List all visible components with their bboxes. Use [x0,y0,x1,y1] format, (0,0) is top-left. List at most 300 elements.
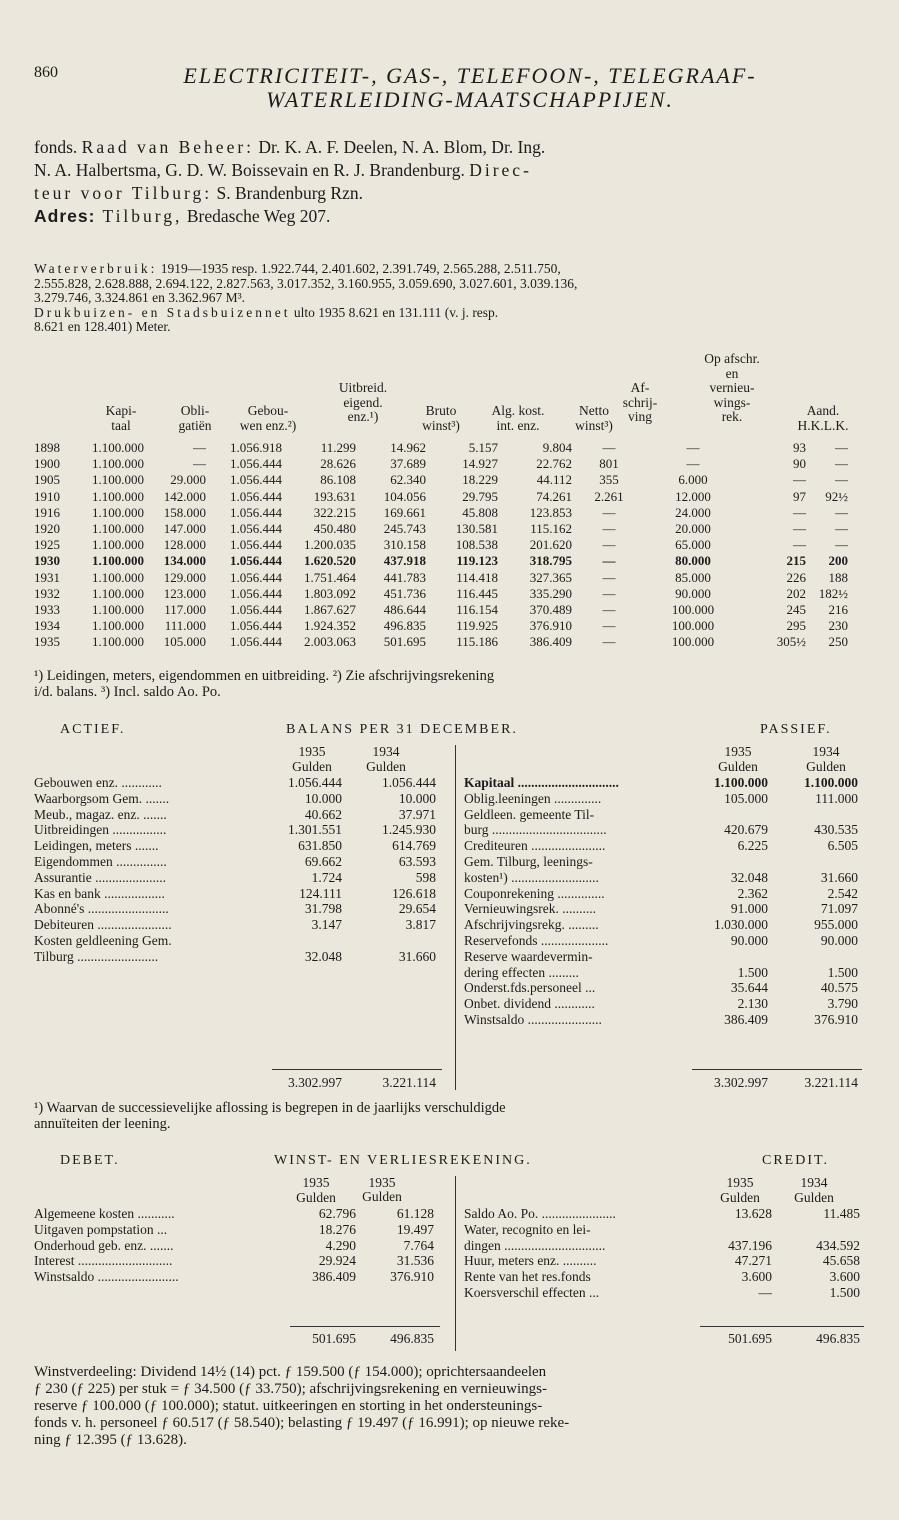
ledger-value-1935: 124.111 [299,885,342,901]
cell-kap: 1.100.000 [92,456,144,472]
cell-year: 1920 [34,521,60,536]
ledger-row [34,933,436,948]
cell-obl: 123.000 [163,585,206,601]
cell-a1: 93 [793,440,806,455]
table-row [34,618,874,633]
cell-uit: 86.108 [320,472,356,488]
ledger-value-1935: — [758,1285,772,1300]
ledger-value-1934: 3.600 [829,1269,860,1285]
cell-opa: 80.000 [675,553,711,569]
cell-a1: — [793,472,806,488]
cell-a2: 216 [828,602,848,617]
cell-obl: 29.000 [170,472,206,488]
cell-afs: — [602,553,616,569]
ledger-label: Vernieuwingsrek. .......... [464,901,596,917]
cell-a1: 305½ [776,634,806,650]
ledger-value-1934: 61.128 [396,1206,434,1221]
cell-a2: — [835,504,848,520]
ledger-value-1934: 19.497 [396,1221,434,1237]
ledger-value-1934: 6.505 [827,838,858,854]
ledger-value-1934: 2.542 [827,885,858,901]
ledger-label: Leidingen, meters ....... [34,838,159,854]
cell-afs: — [602,504,616,520]
cell-a2: — [835,521,848,536]
document-page: 860 ELECTRICITEIT-, GAS-, TELEFOON-, TELEGRAAF- WATERLEIDING-MAATSCHAPPIJEN. fonds. Raad van Beheer: Dr. K. A. F. Deelen, N. A. Blom, Dr. Ing. N. A. Halbertsma, G. D. W. Boissevain en R. J. Brandenburg. Direc- teur voor Tilburg: S. Brandenburg Rzn. Adres: Tilburg, Bredasche Weg 207. Waterverbruik: 1919—1935 resp. 1.922.744, 2.401.602, 2.391.749, 2.565.288, 2.511.750, 2.555.828, 2.628.888, 2.694.122, 2.827.563, 3.017.352, 3.160.955, 3.059.690, 3.027.601, 3.039.136, 3.279.746, 3.324.861 en 3.362.967 M³. Drukbuizen- en Stadsbuizennet ulto 1935 8.621 en 131.111 (v. j. resp. 8.621 en 128.401) Meter. Op afschr. en vernieu- wings- rek. Af- schrij- ving Uitbreid. eigend. enz.¹) Kapi- taal Obli- gatiën Gebou- wen enz.²) Bruto winst³) Alg. kost. int. enz. Netto winst³) Aand. H.K.L.K. 1898 1.100.000 — 1.056.918 11.299 14.962 5.157 9.804 — — 93 — 1900 1.100.000 — 1.056.444 28.626 37.689 14.927 22.762 801 — 90 — 1905 1.100.000 29.000 1.056.444 86.108 62.340 18.229 44.112 355 6.000 — — 1910 1.100.000 142.000 1.056.444 193.631 104.056 29.795 74.261 2.261 12.000 97 92½ 1916 1.100.000 158.000 1.056.444 322.215 169.661 45.808 123.853 — 24.000 — — 1920 1.100.000 147.000 1.056.444 450.480 245.743 130.581 115.162 — 20.000 — — 1925 1.100.000 128.000 1.056.444 1.200.035 310.158 108.538 201.620 — 65.000 — — 1930 1.100.000 134.000 1.056.444 1.620.520 437.918 119.123 318.795 — 80.000 215 200 1931 1.100.000 129.000 1.056.444 1.751.464 441.783 114.418 327.365 — 85.000 226 188 1932 1.100.000 123.000 1.056.444 1.803.092 451.736 116.445 335.290 — 90.000 202 182½ 1933 1.100.000 117.000 1.056.444 1.867.627 486.644 116.154 370.489 — 100.000 245 216 1934 1.100.000 111.000 1.056.444 1.924.352 496.835 119.925 376.910 — 100.000 295 230 1935 1.100.000 105.000 1.056.444 2.003.063 501.695 115.186 386.409 — 100.000 305½ 250 ¹) Leidingen, meters, eigendommen en uitbreiding. ²) Zie afschrijvingsrekening i/d. balans. ³) Incl. saldo Ao. Po. ACTIEF. BALANS PER 31 DECEMBER. PASSIEF. 1935 Gulden 1934 Gulden 1935 Gulden 1934 Gulden Gebouwen enz. ............ 1.056.444 1.056.444 Waarborgsom Gem. ....... 10.000 10.000 Meub., magaz. enz. ....... 40.662 37.971 Uitbreidingen ................ 1.301.551 1.245.930 Leidingen, meters ....... 631.850 614.769 Eigendommen ............... 69.662 63.593 Assurantie ..................... 1.724 598 Kas en bank .................. 124.111 126.618 Abonné's ........................ 31.798 29.654 Debiteuren ...................... 3.147 3.817 Kosten geldleening Gem. Tilburg ........................ 32.048 31.660 Kapitaal .............................. 1.100.000 1.100.000 Oblig.leeningen .............. 105.000 111.000 Geldleen. gemeente Til- burg .................................. 420.679 430.535 Crediteuren ...................... 6.225 6.505 Gem. Tilburg, leenings- kosten¹) .......................... 32.048 31.660 Couponrekening .............. 2.362 2.542 Vernieuwingsrek. .......... 91.000 71.097 Afschrijvingsrekg. ......... 1.030.000 955.000 Reservefonds .................... 90.000 90.000 Reserve waardevermin- dering effecten ......... 1.500 1.500 Onderst.fds.personeel ... 35.644 40.575 Onbet. dividend ............ 2.130 3.790 Winstsaldo ...................... 386.409 376.910 3.302.997 3.221.114 3.302.997 3.221.114 ¹) Waarvan de successievelijke aflossing is begrepen in de jaarlijks verschuldigde annuïteiten der leening. DEBET. WINST- EN VERLIESREKENING. CREDIT. 1935 Gulden 1935 Gulden 1935 Gulden 1934 Gulden Algemeene kosten ........... 62.796 61.128 Uitgaven pompstation ... 18.276 19.497 Onderhoud geb. enz. ....... 4.290 7.764 Interest ............................ 29.924 31.536 Winstsaldo ........................ 386.409 376.910 Saldo Ao. Po. ...................... 13.628 11.485 Water, recognito en lei- dingen .............................. 437.196 434.592 Huur, meters enz. .......... 47.271 45.658 Rente van het res.fonds 3.600 3.600 Koersverschil effecten ... — 1.500 501.695 496.835 501.695 496.835 Winstverdeeling: Dividend 14½ (14) pct. ƒ 159.500 (ƒ 154.000); oprichtersaandeelen ƒ 230 (ƒ 225) per stuk = ƒ 34.500 (ƒ 33.750); afschrijvingsrekening en vernieuwings- reserve ƒ 100.000 (ƒ 100.000); statut. uitkeeringen en storting in het ondersteunings- fonds v. h. personeel ƒ 60.517 (ƒ 58.540); belasting ƒ 19.497 (ƒ 16.991); op nieuwe reke- ning ƒ 12.395 (ƒ 13.628). [0,0,899,1520]
ledger-label: Rente van het res.fonds [464,1269,591,1285]
cell-year: 1925 [34,537,60,553]
ledger-row [464,822,858,837]
table-row [34,634,874,649]
ledger-value-1935: 1.500 [737,964,768,980]
cell-year: 1905 [34,472,60,488]
intro-paragraph: fonds. Raad van Beheer: Dr. K. A. F. Deelen, N. A. Blom, Dr. Ing. N. A. Halbertsma, G. D. W. Boissevain en R. J. Brandenburg. Direc- teur voor Tilburg: S. Brandenburg Rzn. Adres: Tilburg, Bredasche Weg 207. [34,137,546,226]
ledger-label: Algemeene kosten ........... [34,1206,175,1221]
ledger-row [464,965,858,980]
cell-uit: 11.299 [320,440,356,455]
ledger-label: Uitgaven pompstation ... [34,1221,168,1237]
cell-afs: — [602,634,616,650]
ledger-label: Kapitaal .............................. [464,775,619,790]
ledger-row [464,1222,860,1237]
table-row [34,602,874,617]
cell-geb: 1.056.444 [230,488,282,504]
cell-obl: 147.000 [163,521,206,536]
ledger-value-1935: 437.196 [728,1237,772,1253]
ledger-label: Couponrekening .............. [464,885,605,901]
cell-net: 327.365 [529,569,572,585]
ledger-value-1934: 90.000 [820,933,858,948]
cell-kap: 1.100.000 [92,440,144,455]
cell-bru: 501.695 [383,634,426,650]
cell-kap: 1.100.000 [92,553,144,569]
ledger-row [34,917,436,932]
ledger-value-1935: 32.048 [304,948,342,964]
ledger-value-1934: 7.764 [403,1237,434,1253]
cell-alg: 114.418 [456,569,498,585]
cell-uit: 193.631 [313,488,356,504]
cell-a1: 202 [786,585,806,601]
cell-a2: — [835,440,848,455]
cell-year: 1932 [34,585,60,601]
ledger-value-1934: 29.654 [398,901,436,917]
ledger-label: Afschrijvingsrekg. ......... [464,917,599,933]
cell-kap: 1.100.000 [92,569,144,585]
cell-net: 370.489 [529,602,572,617]
cell-bru: 441.783 [383,569,426,585]
ledger-label: Uitbreidingen ................ [34,822,167,838]
cell-a2: — [835,537,848,553]
cell-alg: 29.795 [462,488,498,504]
cell-afs: — [602,537,616,553]
cell-net: 9.804 [542,440,572,455]
cell-year: 1933 [34,602,60,617]
ledger-label: Kosten geldleening Gem. [34,933,172,948]
ledger-value-1934: 434.592 [816,1237,860,1253]
ledger-value-1934: 126.618 [392,885,436,901]
ledger-row [464,933,858,948]
cell-afs: — [602,521,616,536]
cell-obl: 128.000 [163,537,206,553]
ledger-value-1934: 31.660 [820,869,858,885]
ledger-label: Oblig.leeningen .............. [464,790,602,806]
ledger-row [464,1269,860,1284]
cell-alg: 115.186 [456,634,498,650]
ledger-value-1935: 47.271 [734,1253,772,1269]
cell-uit: 1.200.035 [304,537,356,553]
ledger-label: Tilburg ........................ [34,948,159,964]
ledger-row [34,1269,434,1284]
cell-alg: 119.925 [456,618,498,634]
ledger-value-1935: 386.409 [724,1012,768,1027]
winstverdeeling-paragraph: Winstverdeeling: Dividend 14½ (14) pct. ƒ 159.500 (ƒ 154.000); oprichtersaandeelen ƒ 230 (ƒ 225) per stuk = ƒ 34.500 (ƒ 33.750); afschrijvingsrekening en vernieuwings- reserve ƒ 100.000 (ƒ 100.000); statut. uitkeeringen en storting in het ondersteunings- fonds v. h. personeel ƒ 60.517 (ƒ 58.540); belasting ƒ 19.497 (ƒ 16.991); op nieuwe reke- ning ƒ 12.395 (ƒ 13.628). [34,1364,570,1448]
ledger-value-1935: 1.030.000 [714,917,768,933]
cell-year: 1931 [34,569,60,585]
ledger-label: Reserve waardevermin- [464,948,593,964]
cell-uit: 450.480 [313,521,356,536]
cell-a2: — [835,472,848,488]
ledger-value-1935: 4.290 [325,1237,356,1253]
ledger-row [34,949,436,964]
winst-divider [455,1176,456,1351]
cell-opa: 100.000 [671,602,715,617]
cell-kap: 1.100.000 [92,537,144,553]
cell-opa: 85.000 [675,569,711,585]
ledger-row [464,807,858,822]
ledger-row [464,886,858,901]
cell-alg: 119.123 [456,553,498,569]
cell-opa: — [686,440,700,455]
ledger-value-1934: 10.000 [398,790,436,806]
cell-a2: 182½ [818,585,848,601]
ledger-label: Onderhoud geb. enz. ....... [34,1237,174,1253]
table-row [34,586,874,601]
cell-bru: 62.340 [390,472,426,488]
cell-uit: 1.803.092 [304,585,356,601]
cell-geb: 1.056.444 [230,585,282,601]
cell-kap: 1.100.000 [92,472,144,488]
cell-obl: 129.000 [163,569,206,585]
cell-geb: 1.056.444 [230,602,282,617]
ledger-label: Waarborgsom Gem. ....... [34,790,170,806]
ledger-row [464,1253,860,1268]
ledger-row [34,886,436,901]
cell-net: 22.762 [536,456,572,472]
ledger-value-1935: 6.225 [737,838,768,854]
ledger-label: Debiteuren ...................... [34,917,172,933]
ledger-value-1935: 40.662 [304,806,342,822]
cell-bru: 14.962 [390,440,426,455]
ledger-value-1934: 955.000 [814,917,858,933]
ledger-value-1935: 1.301.551 [288,822,342,838]
cell-geb: 1.056.444 [230,521,282,536]
ledger-value-1935: 2.130 [737,996,768,1012]
ledger-value-1935: 3.147 [311,917,342,933]
ledger-value-1934: 1.100.000 [804,775,858,790]
ledger-value-1935: 10.000 [304,790,342,806]
cell-a1: 295 [786,618,806,634]
ledger-value-1935: 62.796 [318,1206,356,1221]
ledger-value-1934: 45.658 [822,1253,860,1269]
cell-opa: 24.000 [675,504,711,520]
cell-geb: 1.056.444 [230,553,282,569]
ledger-row [34,1253,434,1268]
cell-a1: 97 [793,488,806,504]
ledger-value-1935: 13.628 [734,1206,772,1221]
ledger-label: Eigendommen ............... [34,854,167,869]
cell-geb: 1.056.444 [230,504,282,520]
ledger-label: Water, recognito en lei- [464,1221,591,1237]
ledger-label: kosten¹) .......................... [464,869,599,885]
ledger-row [34,854,436,869]
ledger-label: Interest ............................ [34,1253,173,1269]
ledger-row [34,822,436,837]
ledger-value-1934: 111.000 [815,790,858,806]
cell-a2: — [835,456,848,472]
cell-a1: 226 [786,569,806,585]
ledger-value-1935: 2.362 [737,885,768,901]
ledger-value-1935: 1.100.000 [714,775,768,790]
cell-net: 376.910 [529,618,572,634]
cell-uit: 322.215 [313,504,356,520]
table-row [34,521,874,536]
cell-afs: 2.261 [594,488,624,504]
cell-opa: 20.000 [675,521,711,536]
cell-bru: 451.736 [383,585,426,601]
cell-alg: 116.445 [456,585,498,601]
ledger-value-1934: 37.971 [398,806,436,822]
cell-a1: — [793,537,806,553]
cell-alg: 14.927 [462,456,498,472]
ledger-row [34,870,436,885]
cell-bru: 496.835 [383,618,426,634]
ledger-value-1935: 69.662 [304,854,342,869]
cell-opa: 100.000 [671,634,715,650]
cell-geb: 1.056.444 [230,456,282,472]
cell-kap: 1.100.000 [92,602,144,617]
ledger-value-1934: 31.660 [398,948,436,964]
cell-opa: 100.000 [671,618,715,634]
table-row [34,440,874,455]
cell-opa: — [686,456,700,472]
ledger-row [34,1222,434,1237]
cell-a1: — [793,521,806,536]
ledger-label: dingen .............................. [464,1237,606,1253]
cell-year: 1934 [34,618,60,634]
ledger-row [34,1206,434,1221]
ledger-label: Saldo Ao. Po. ...................... [464,1206,616,1221]
ledger-label: Gebouwen enz. ............ [34,775,162,790]
cell-kap: 1.100.000 [92,634,144,650]
ledger-row [34,1238,434,1253]
ledger-value-1934: 376.910 [390,1269,434,1285]
ledger-value-1934: 71.097 [820,901,858,917]
ledger-row [464,901,858,916]
cell-kap: 1.100.000 [92,585,144,601]
cell-alg: 5.157 [468,440,498,455]
ledger-label: dering effecten ......... [464,964,579,980]
cell-net: 201.620 [529,537,572,553]
ledger-label: burg .................................. [464,822,607,838]
table-row [34,472,874,487]
ledger-row [464,1285,860,1300]
ledger-row [464,775,858,790]
actief-label: ACTIEF. [60,722,126,737]
ledger-label: Winstsaldo ...................... [464,1012,602,1027]
cell-a1: 245 [786,602,806,617]
ledger-value-1934: 430.535 [814,822,858,838]
cell-year: 1916 [34,504,60,520]
ledger-value-1934: 3.790 [827,996,858,1012]
cell-a2: 250 [828,634,848,650]
cell-alg: 18.229 [462,472,498,488]
cell-a2: 200 [828,553,848,569]
cell-net: 386.409 [529,634,572,650]
cell-uit: 2.003.063 [304,634,356,650]
cell-obl: 134.000 [163,553,206,569]
cell-bru: 245.743 [383,521,426,536]
header-line-2: WATERLEIDING-MAATSCHAPPIJEN. [266,87,674,112]
cell-afs: — [602,440,616,455]
cell-obl: — [193,456,206,472]
winst-title: WINST- EN VERLIESREKENING. [274,1153,532,1168]
table-row [34,537,874,552]
cell-year: 1930 [34,553,60,569]
cell-kap: 1.100.000 [92,521,144,536]
ledger-value-1935: 32.048 [730,869,768,885]
balans-divider [455,745,456,1090]
ledger-value-1935: 29.924 [318,1253,356,1269]
cell-kap: 1.100.000 [92,488,144,504]
ledger-value-1935: 91.000 [730,901,768,917]
ledger-label: Onderst.fds.personeel ... [464,980,596,996]
page-number: 860 [34,64,58,81]
balans-footnote: ¹) Waarvan de successievelijke aflossing is begrepen in de jaarlijks verschuldigde annuïteiten der leening. [34,1100,506,1132]
ledger-row [34,775,436,790]
passief-label: PASSIEF. [760,722,832,737]
ledger-label: Reservefonds .................... [464,933,609,948]
table-row [34,553,874,568]
cell-year: 1900 [34,456,60,472]
cell-bru: 437.918 [383,553,426,569]
cell-uit: 28.626 [320,456,356,472]
ledger-value-1934: 3.817 [405,917,436,933]
cell-afs: — [602,602,616,617]
ledger-value-1935: 1.056.444 [288,775,342,790]
ledger-row [464,917,858,932]
cell-alg: 130.581 [455,521,498,536]
cell-year: 1935 [34,634,60,650]
cell-a2: 188 [828,569,848,585]
ledger-label: Assurantie ..................... [34,869,166,885]
cell-geb: 1.056.444 [230,634,282,650]
cell-obl: 105.000 [163,634,206,650]
cell-year: 1898 [34,440,60,455]
ledger-value-1934: 11.485 [823,1206,860,1221]
cell-a1: — [793,504,806,520]
ledger-row [464,980,858,995]
cell-bru: 104.056 [383,488,426,504]
ledger-label: Crediteuren ...................... [464,838,606,854]
ledger-value-1934: 1.500 [829,1285,860,1300]
ledger-value-1934: 598 [415,869,436,885]
cell-uit: 1.924.352 [304,618,356,634]
ledger-value-1934: 1.245.930 [382,822,436,838]
cell-opa: 6.000 [678,472,708,488]
cell-obl: — [193,440,206,455]
ledger-row [464,791,858,806]
table-footnotes: ¹) Leidingen, meters, eigendommen en uitbreiding. ²) Zie afschrijvingsrekening i/d. balans. ³) Incl. saldo Ao. Po. [34,668,495,700]
cell-alg: 45.808 [462,504,498,520]
cell-opa: 90.000 [675,585,711,601]
ledger-row [464,949,858,964]
ledger-value-1935: 90.000 [730,933,768,948]
cell-opa: 65.000 [675,537,711,553]
cell-obl: 111.000 [164,618,206,634]
cell-geb: 1.056.444 [230,472,282,488]
cell-geb: 1.056.444 [230,537,282,553]
ledger-value-1935: 18.276 [318,1221,356,1237]
cell-uit: 1.620.520 [304,553,356,569]
ledger-value-1935: 420.679 [724,822,768,838]
ledger-value-1935: 631.850 [298,838,342,854]
header-line-1: ELECTRICITEIT-, GAS-, TELEFOON-, TELEGRAAF- [183,63,757,88]
ledger-label: Koersverschil effecten ... [464,1285,600,1300]
ledger-label: Huur, meters enz. .......... [464,1253,597,1269]
cell-uit: 1.867.627 [304,602,356,617]
ledger-value-1934: 1.500 [827,964,858,980]
cell-obl: 117.000 [164,602,206,617]
cell-afs: 355 [599,472,619,488]
cell-geb: 1.056.444 [230,618,282,634]
cell-kap: 1.100.000 [92,618,144,634]
cell-a2: 92½ [825,488,848,504]
table-row [34,489,874,504]
ledger-label: Meub., magaz. enz. ....... [34,806,167,822]
cell-opa: 12.000 [675,488,711,504]
ledger-row [464,838,858,853]
ledger-label: Onbet. dividend ............ [464,996,595,1012]
ledger-value-1934: 63.593 [398,854,436,869]
ledger-label: Geldleen. gemeente Til- [464,806,595,822]
cell-bru: 486.644 [383,602,426,617]
ledger-row [464,996,858,1011]
cell-net: 74.261 [536,488,572,504]
ledger-row [464,1012,858,1027]
cell-bru: 310.158 [383,537,426,553]
cell-a1: 90 [793,456,806,472]
cell-afs: 801 [599,456,619,472]
ledger-value-1934: 614.769 [392,838,436,854]
ledger-label: Winstsaldo ........................ [34,1269,179,1285]
cell-a1: 215 [786,553,806,569]
ledger-value-1935: 3.600 [741,1269,772,1285]
ledger-row [34,791,436,806]
ledger-label: Gem. Tilburg, leenings- [464,854,593,869]
cell-net: 123.853 [529,504,572,520]
ledger-row [464,1206,860,1221]
cell-bru: 169.661 [383,504,426,520]
cell-afs: — [602,585,616,601]
cell-geb: 1.056.444 [230,569,282,585]
ledger-row [34,838,436,853]
ledger-row [464,870,858,885]
ledger-label: Kas en bank .................. [34,885,165,901]
cell-year: 1910 [34,488,60,504]
cell-net: 44.112 [536,472,572,488]
ledger-value-1934: 31.536 [396,1253,434,1269]
table-row [34,456,874,471]
debet-label: DEBET. [60,1153,120,1168]
